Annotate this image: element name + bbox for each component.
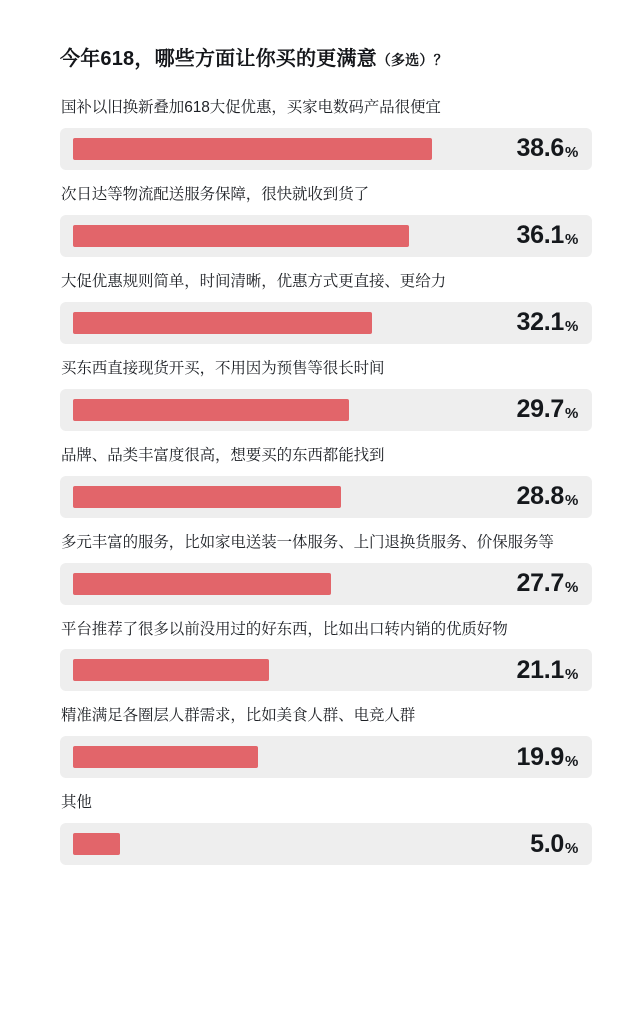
bar-fill <box>73 573 331 595</box>
chart-row <box>60 359 592 431</box>
bar-value <box>516 736 578 778</box>
bar-value-percent-sign: % <box>564 579 578 597</box>
chart-row <box>60 272 592 344</box>
chart-row <box>60 706 592 778</box>
chart-row <box>60 98 592 170</box>
bar-category-label: 品牌、品类丰富度很高，想要买的东西都能找到 <box>61 446 385 464</box>
bar-value-number: 29.7 <box>516 395 564 424</box>
bar-track <box>60 476 592 518</box>
bar-fill <box>73 138 432 160</box>
bar-value-percent-sign: % <box>564 231 578 249</box>
bar-fill <box>73 486 341 508</box>
bar-value-number: 19.9 <box>516 742 564 771</box>
bar-value <box>516 389 578 431</box>
chart-row <box>60 793 592 865</box>
bar-fill <box>73 746 258 768</box>
page-title-sub: （多选）？ <box>376 52 448 68</box>
bar-value-number: 5.0 <box>530 829 564 858</box>
bar-category-label: 大促优惠规则简单，时间清晰，优惠方式更直接、更给力 <box>61 272 447 290</box>
bar-value-number: 36.1 <box>516 221 564 250</box>
bar-chart <box>60 98 592 865</box>
bar-value-percent-sign: % <box>564 318 578 336</box>
bar-value-percent-sign: % <box>564 405 578 423</box>
chart-row <box>60 533 592 605</box>
bar-value-percent-sign: % <box>564 752 578 770</box>
page-title-main: 今年618，哪些方面让你买的更满意 <box>60 48 377 70</box>
bar-value <box>530 823 578 865</box>
bar-value-number: 28.8 <box>516 482 564 511</box>
bar-fill <box>73 225 409 247</box>
bar-value-number: 32.1 <box>516 308 564 337</box>
bar-track <box>60 215 592 257</box>
bar-category-label: 精准满足各圈层人群需求，比如美食人群、电竞人群 <box>61 707 416 725</box>
page-title <box>60 46 592 72</box>
bar-value-number: 21.1 <box>516 655 564 684</box>
bar-category-label: 国补以旧换新叠加618大促优惠，买家电数码产品很便宜 <box>61 99 441 116</box>
chart-row <box>60 620 592 692</box>
bar-track <box>60 128 592 170</box>
bar-value <box>516 128 578 170</box>
bar-category-label: 平台推荐了很多以前没用过的好东西，比如出口转内销的优质好物 <box>61 620 508 638</box>
bar-value-percent-sign: % <box>564 492 578 510</box>
bar-value-percent-sign: % <box>564 144 578 162</box>
bar-track <box>60 736 592 778</box>
bar-value-number: 27.7 <box>516 569 564 598</box>
bar-value-number: 38.6 <box>516 134 564 163</box>
bar-track <box>60 302 592 344</box>
bar-track <box>60 563 592 605</box>
bar-category-label: 其他 <box>61 794 92 812</box>
bar-value-percent-sign: % <box>564 839 578 857</box>
bar-track <box>60 649 592 691</box>
bar-value <box>516 215 578 257</box>
bar-fill <box>73 659 269 681</box>
bar-category-label: 多元丰富的服务，比如家电送装一体服务、上门退换货服务、价保服务等 <box>61 533 554 551</box>
chart-row <box>60 446 592 518</box>
bar-value <box>516 302 578 344</box>
bar-fill <box>73 833 120 855</box>
chart-row <box>60 185 592 257</box>
bar-fill <box>73 312 372 334</box>
bar-track <box>60 823 592 865</box>
bar-category-label: 次日达等物流配送服务保障，很快就收到货了 <box>61 185 370 203</box>
bar-category-label: 买东西直接现货开买，不用因为预售等很长时间 <box>61 359 385 377</box>
bar-fill <box>73 399 349 421</box>
bar-value <box>516 563 578 605</box>
bar-value <box>516 649 578 691</box>
bar-value <box>516 476 578 518</box>
bar-value-percent-sign: % <box>564 665 578 683</box>
bar-track <box>60 389 592 431</box>
